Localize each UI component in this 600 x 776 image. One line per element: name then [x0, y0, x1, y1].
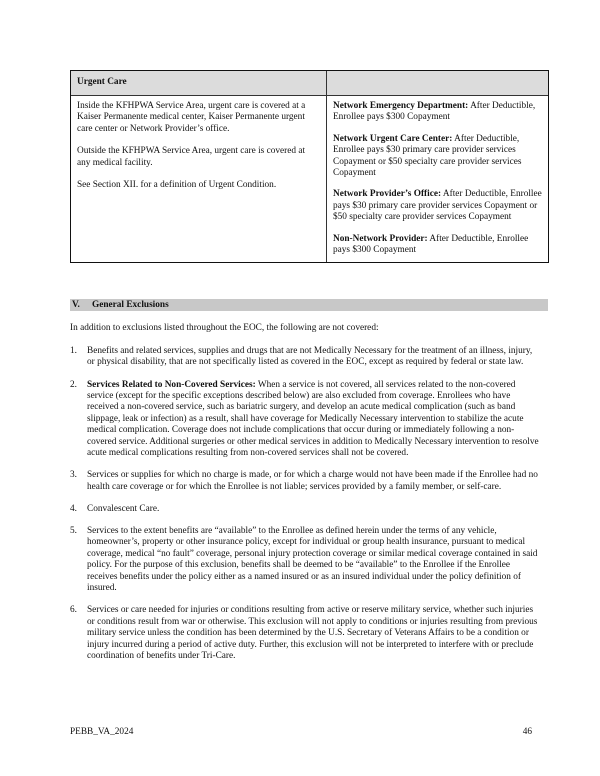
- table-header-right: [327, 71, 548, 95]
- cost-entry-provider-office: Network Provider’s Office: After Deductible, Enrollee pays $30 primary care provider services Copayment or $50 specialty care provider services Copayment: [333, 189, 542, 223]
- exclusions-list: [70, 346, 540, 673]
- table-header-row: [71, 71, 548, 96]
- table-body-row: [71, 96, 548, 262]
- document-id: PEBB_VA_2024: [70, 727, 134, 737]
- list-item: 2. Services Related to Non-Covered Services: When a service is not covered, all services related to the non-covered service (except for the specific exceptions described below) are also excluded from coverage. Enrollees who have received a non-covered service, such as bariatric surgery, and develop an acute medical complication (such as band slippage, leak or infection) as a result, shall have coverage for Medically Necessary intervention to stabilize the acute medical complication. Coverage does not include complications that occur during or immediately following a non-covered service. Additional surgeries or other medical services in addition to Medically Necessary intervention to resolve acute medical complications resulting from non-covered services shall not be covered.: [70, 379, 539, 459]
- list-item: 3. Services or supplies for which no charge is made, or for which a charge would not have been made if the Enrollee had no health care coverage or for which the Enrollee is not liable; services provided by a family member, or self-care.: [70, 470, 538, 492]
- section-heading: [70, 299, 548, 311]
- section-title: General Exclusions: [92, 300, 169, 310]
- urgent-care-table: [70, 70, 549, 263]
- cost-entry-urgent-care-center: Network Urgent Care Center: After Deductible, Enrollee pays $30 primary care provider services Copayment or $50 specialty care provider services Copayment: [333, 133, 522, 179]
- coverage-description-cell: [71, 96, 327, 262]
- list-item: 4. Convalescent Care.: [70, 503, 160, 514]
- urgent-condition-reference: See Section XII. for a definition of Urgent Condition.: [77, 180, 277, 191]
- list-item: 5. Services to the extent benefits are “available” to the Enrollee as defined herein under the terms of any vehicle, homeowner’s, property or other insurance policy, except for individual or group health insurance, pursuant to medical coverage, medical “no fault” coverage, personal injury protection coverage or similar medical coverage contained in said policy. For the purpose of this exclusion, benefits shall be deemed to be “available” to the Enrollee if the Enrollee receives benefits under the policy either as a named insured or as an insured individual under the policy definition of insured.: [70, 526, 538, 594]
- cost-share-cell: [327, 96, 548, 262]
- list-item: 6. Services or care needed for injuries or conditions resulting from active or reserve military service, whether such injuries or conditions result from war or otherwise. This exclusion will not apply to conditions or injuries resulting from previous military service unless the condition has been determined by the U.S. Secretary of Veterans Affairs to be a condition or injury incurred during a period of active duty. Further, this exclusion will not be interpreted to interfere with or preclude coordination of benefits under Tri-Care.: [70, 605, 538, 661]
- page-footer: [70, 727, 532, 737]
- page-number: 46: [522, 727, 532, 737]
- coverage-inside-area: Inside the KFHPWA Service Area, urgent care is covered at a Kaiser Permanente medical center, Kaiser Permanente urgent care center or Network Provider’s office.: [77, 101, 306, 134]
- list-item: 1. Benefits and related services, supplies and drugs that are not Medically Necessary for the treatment of an illness, injury, or physical disability, that are not specifically listed as covered in the EOC, except as required by federal or state law.: [70, 346, 533, 368]
- cost-entry-non-network: Non-Network Provider: After Deductible, Enrollee pays $300 Copayment: [333, 233, 529, 256]
- cost-entry-emergency-department: Network Emergency Department: After Deductible, Enrollee pays $300 Copayment: [333, 101, 536, 123]
- section-intro: In addition to exclusions listed throughout the EOC, the following are not covered:: [70, 323, 379, 333]
- section-number: V.: [72, 300, 80, 310]
- table-header-left: Urgent Care: [71, 71, 327, 95]
- coverage-outside-area: Outside the KFHPWA Service Area, urgent care is covered at any medical facility.: [77, 146, 306, 168]
